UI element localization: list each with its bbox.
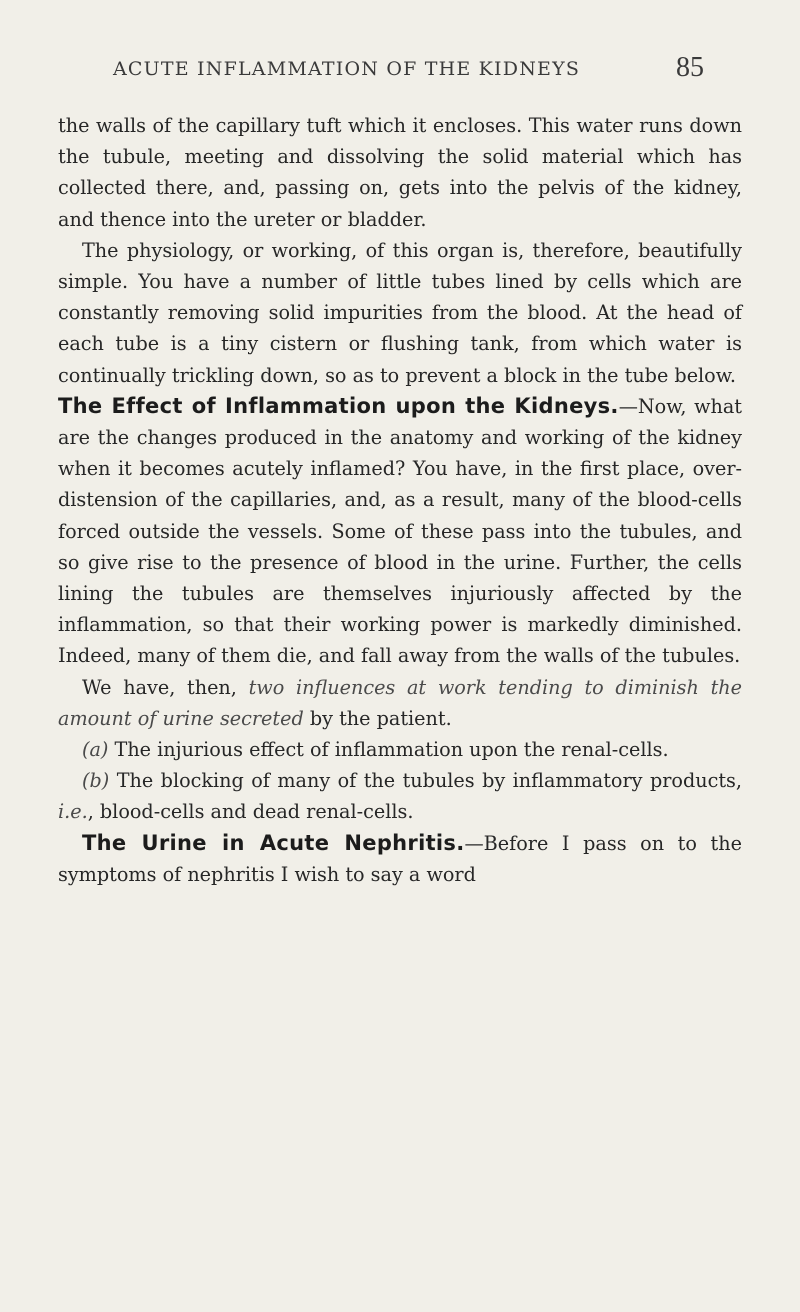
paragraph-3 — [58, 391, 742, 672]
paragraph-4-lead: We have, then, — [82, 675, 249, 699]
paragraph-3-text: —Now, what are the changes produced in the anatomy and working of the kidney when it becomes acutely inflamed? You have, in the first place, over-distension of the capillaries, and, as a result, many of the blood-cells forced outside the vessels. Some of these pass into the tubules, and so give rise to the presence of blood in the urine. Further, the cells lining the tubules are themselves injuriously affected by the inflammation, so that their working power is markedly diminished. Indeed, many of them die, and fall away from the walls of the tubules. — [58, 394, 742, 668]
running-head-title: ACUTE INFLAMMATION OF THE KIDNEYS — [113, 58, 581, 80]
list-text-a: The injurious effect of inflammation upon the renal-cells. — [108, 738, 669, 762]
section-heading-urine-in-acute-nephritis: The Urine in Acute Nephritis. — [82, 830, 465, 855]
body-text — [58, 110, 742, 890]
paragraph-4-tail: by the patient. — [303, 706, 452, 730]
paragraph-4-italic: two influences at work tending to diminish the amount of urine secreted — [58, 675, 742, 730]
running-head — [0, 52, 800, 88]
list-label-b: (b) — [82, 769, 110, 793]
paragraph-2: The physiology, or working, of this organ is, therefore, beautifully simple. You have a number of little tubes lined by cells which are constantly removing solid impurities from the blood. At the head of each tube is a tiny cistern or flushing tank, from which water is continually trickling down, so as to prevent a block in the tube below. — [58, 238, 742, 387]
paragraph-4 — [58, 672, 742, 734]
list-text-b: The blocking of many of the tubules by inflammatory products, — [109, 769, 742, 793]
paragraph-7 — [58, 828, 742, 890]
list-text-b-tail: , blood-cells and dead renal-cells. — [87, 800, 414, 824]
list-text-b-ie: i.e. — [58, 800, 88, 824]
list-item-a — [58, 734, 742, 765]
page-number: 85 — [676, 52, 704, 83]
section-heading-effect-of-inflammation: The Effect of Inflammation upon the Kidneys. — [58, 393, 619, 418]
list-item-b — [58, 765, 742, 827]
list-label-a: (a) — [82, 738, 109, 762]
paragraph-7-text: —Before I pass on to the symptoms of nephritis I wish to say a word — [58, 831, 742, 886]
paragraph-1: the walls of the capillary tuft which it encloses. This water runs down the tubule, meeting and dissolving the solid material which has collected there, and, passing on, gets into the pelvis of the kidney, and thence into the ureter or bladder. — [58, 114, 742, 231]
